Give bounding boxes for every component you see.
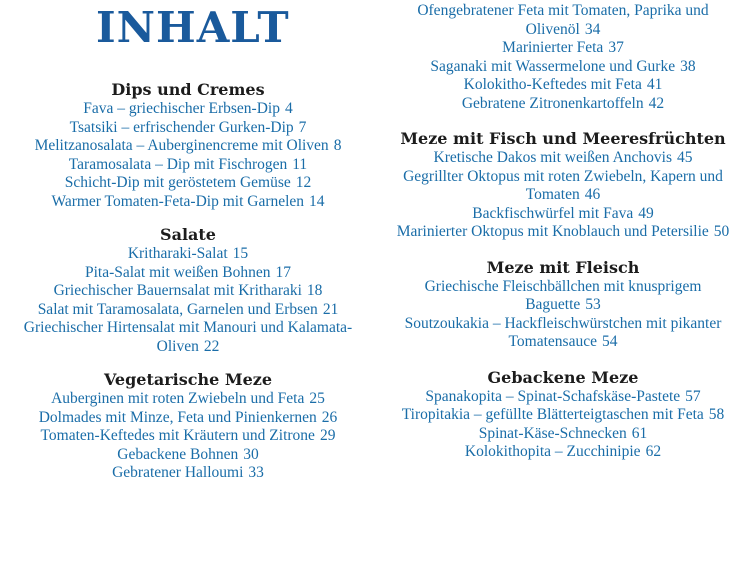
entry-page-number: 62 xyxy=(645,443,662,460)
entry-page-number: 34 xyxy=(584,20,601,38)
entry-page-number: 41 xyxy=(646,76,663,93)
toc-entry[interactable] xyxy=(18,193,358,212)
toc-entry[interactable] xyxy=(393,95,733,114)
toc-section xyxy=(18,80,358,211)
toc-entry[interactable] xyxy=(18,156,358,175)
toc-entry[interactable] xyxy=(18,409,358,428)
entry-title: Fava – griechischer Erbsen-Dip xyxy=(83,100,280,117)
entry-title: Saganaki mit Wassermelone und Gurke xyxy=(430,57,676,75)
toc-entry[interactable] xyxy=(393,168,733,205)
toc-section xyxy=(18,370,358,483)
entry-title: Gegrillter Oktopus mit roten Zwiebeln, Kapern und Tomaten xyxy=(403,167,723,203)
entry-page-number: 57 xyxy=(685,387,701,405)
entry-title: Melitzanosalata – Auberginencreme mit Oliven xyxy=(34,137,329,154)
entry-title: Gebratene Zitronenkartoffeln xyxy=(461,94,644,112)
entry-title: Auberginen mit roten Zwiebeln und Feta xyxy=(51,390,305,407)
toc-entry[interactable] xyxy=(18,301,358,320)
entry-title: Dolmades mit Minze, Feta und Pinienkernen xyxy=(38,408,317,426)
toc-entry[interactable] xyxy=(18,282,358,301)
entry-page-number: 14 xyxy=(309,192,325,210)
toc-entry[interactable] xyxy=(393,76,733,95)
entry-title: Gebackene Bohnen xyxy=(117,445,239,463)
entry-page-number: 25 xyxy=(309,390,325,407)
toc-entry[interactable] xyxy=(18,245,358,264)
toc-entry[interactable] xyxy=(393,406,733,425)
entry-title: Kolokithopita – Zucchinipie xyxy=(464,443,641,460)
toc-section xyxy=(393,2,733,113)
entry-title: Ofengebratener Feta mit Tomaten, Paprika und Olivenöl xyxy=(417,2,709,38)
toc-entry[interactable] xyxy=(393,278,733,315)
toc-entry[interactable] xyxy=(18,390,358,409)
toc-entry[interactable] xyxy=(393,205,733,224)
entry-page-number: 50 xyxy=(713,223,730,240)
entry-title: Tomaten-Keftedes mit Kräutern und Zitrone xyxy=(40,427,315,444)
entry-page-number: 30 xyxy=(243,445,259,463)
section-heading: Meze mit Fisch und Meeresfrüchten xyxy=(400,129,726,148)
entry-page-number: 7 xyxy=(298,118,307,136)
entry-page-number: 12 xyxy=(295,174,312,191)
toc-entry[interactable] xyxy=(18,119,358,138)
toc-entry[interactable] xyxy=(393,58,733,77)
toc-entry[interactable] xyxy=(18,446,358,465)
entry-title: Marinierter Oktopus mit Knoblauch und Petersilie xyxy=(396,223,709,240)
entry-page-number: 26 xyxy=(321,408,338,426)
entry-page-number: 49 xyxy=(638,204,654,222)
entry-page-number: 45 xyxy=(676,149,693,166)
toc-section xyxy=(393,258,733,352)
entry-title: Backfischwürfel mit Fava xyxy=(472,204,634,222)
right-sections xyxy=(393,2,733,462)
entry-title: Taramosalata – Dip mit Fischrogen xyxy=(68,155,288,173)
toc-entry[interactable] xyxy=(18,174,358,193)
entry-title: Schicht-Dip mit geröstetem Gemüse xyxy=(64,174,291,191)
entry-title: Spinat-Käse-Schnecken xyxy=(478,424,627,442)
toc-entry[interactable] xyxy=(18,319,358,356)
entry-page-number: 4 xyxy=(284,100,293,117)
toc-entry[interactable] xyxy=(393,425,733,444)
entry-page-number: 21 xyxy=(322,300,339,318)
section-heading: Meze mit Fleisch xyxy=(486,257,640,277)
section-heading: Salate xyxy=(160,225,216,244)
entry-title: Griechische Fleischbällchen mit knusprigem Baguette xyxy=(424,277,702,313)
toc-entry[interactable] xyxy=(393,388,733,407)
entry-page-number: 42 xyxy=(648,94,665,112)
toc-entry[interactable] xyxy=(18,100,358,119)
entry-title: Tsatsiki – erfrischender Gurken-Dip xyxy=(69,118,294,136)
section-heading: Vegetarische Meze xyxy=(103,370,273,389)
toc-entry[interactable] xyxy=(18,427,358,446)
toc-entry[interactable] xyxy=(393,149,733,168)
entry-page-number: 8 xyxy=(333,137,342,154)
entry-page-number: 33 xyxy=(248,464,264,481)
entry-title: Tiropitakia – gefüllte Blätterteigtaschen mit Feta xyxy=(401,406,704,423)
entry-title: Griechischer Bauernsalat mit Kritharaki xyxy=(53,282,302,299)
entry-page-number: 15 xyxy=(232,245,249,262)
toc-entry[interactable] xyxy=(18,264,358,283)
entry-page-number: 11 xyxy=(292,155,308,173)
entry-title: Soutzoukakia – Hackfleischwürstchen mit pikanter Tomatensauce xyxy=(404,314,722,350)
entry-page-number: 18 xyxy=(306,282,323,299)
toc-entry[interactable] xyxy=(393,443,733,462)
toc-entry[interactable] xyxy=(18,464,358,483)
entry-title: Marinierter Feta xyxy=(502,39,604,56)
page-title: INHALT xyxy=(96,3,290,52)
entry-title: Gebratener Halloumi xyxy=(112,464,244,481)
entry-page-number: 38 xyxy=(680,57,696,75)
toc-entry[interactable] xyxy=(393,2,733,39)
entry-page-number: 22 xyxy=(203,337,220,355)
entry-title: Kritharaki-Salat xyxy=(127,245,228,262)
entry-page-number: 54 xyxy=(601,333,618,350)
entry-page-number: 37 xyxy=(608,39,624,56)
entry-page-number: 61 xyxy=(631,424,648,442)
entry-title: Salat mit Taramosalata, Garnelen und Erbsen xyxy=(37,300,318,318)
entry-page-number: 29 xyxy=(319,427,336,444)
entry-title: Warmer Tomaten-Feta-Dip mit Garnelen xyxy=(51,192,305,210)
entry-title: Kretische Dakos mit weißen Anchovis xyxy=(433,149,672,166)
left-sections xyxy=(18,80,358,483)
section-heading: Gebackene Meze xyxy=(487,367,639,387)
entry-title: Griechischer Hirtensalat mit Manouri und Kalamata-Oliven xyxy=(23,319,353,355)
entry-title: Spanakopita – Spinat-Schafskäse-Pastete xyxy=(425,387,681,405)
section-heading: Dips und Cremes xyxy=(111,80,265,99)
entry-title: Kolokitho-Keftedes mit Feta xyxy=(463,76,642,93)
toc-entry[interactable] xyxy=(393,315,733,352)
toc-entry[interactable] xyxy=(393,39,733,58)
toc-section xyxy=(393,129,733,242)
toc-entry[interactable] xyxy=(393,223,733,242)
toc-entry[interactable] xyxy=(18,137,358,156)
entry-page-number: 17 xyxy=(275,263,292,281)
entry-page-number: 46 xyxy=(584,186,601,203)
entry-page-number: 58 xyxy=(708,406,725,423)
entry-page-number: 53 xyxy=(585,296,601,313)
entry-title: Pita-Salat mit weißen Bohnen xyxy=(84,263,271,281)
toc-section xyxy=(393,368,733,462)
toc-section xyxy=(18,225,358,356)
